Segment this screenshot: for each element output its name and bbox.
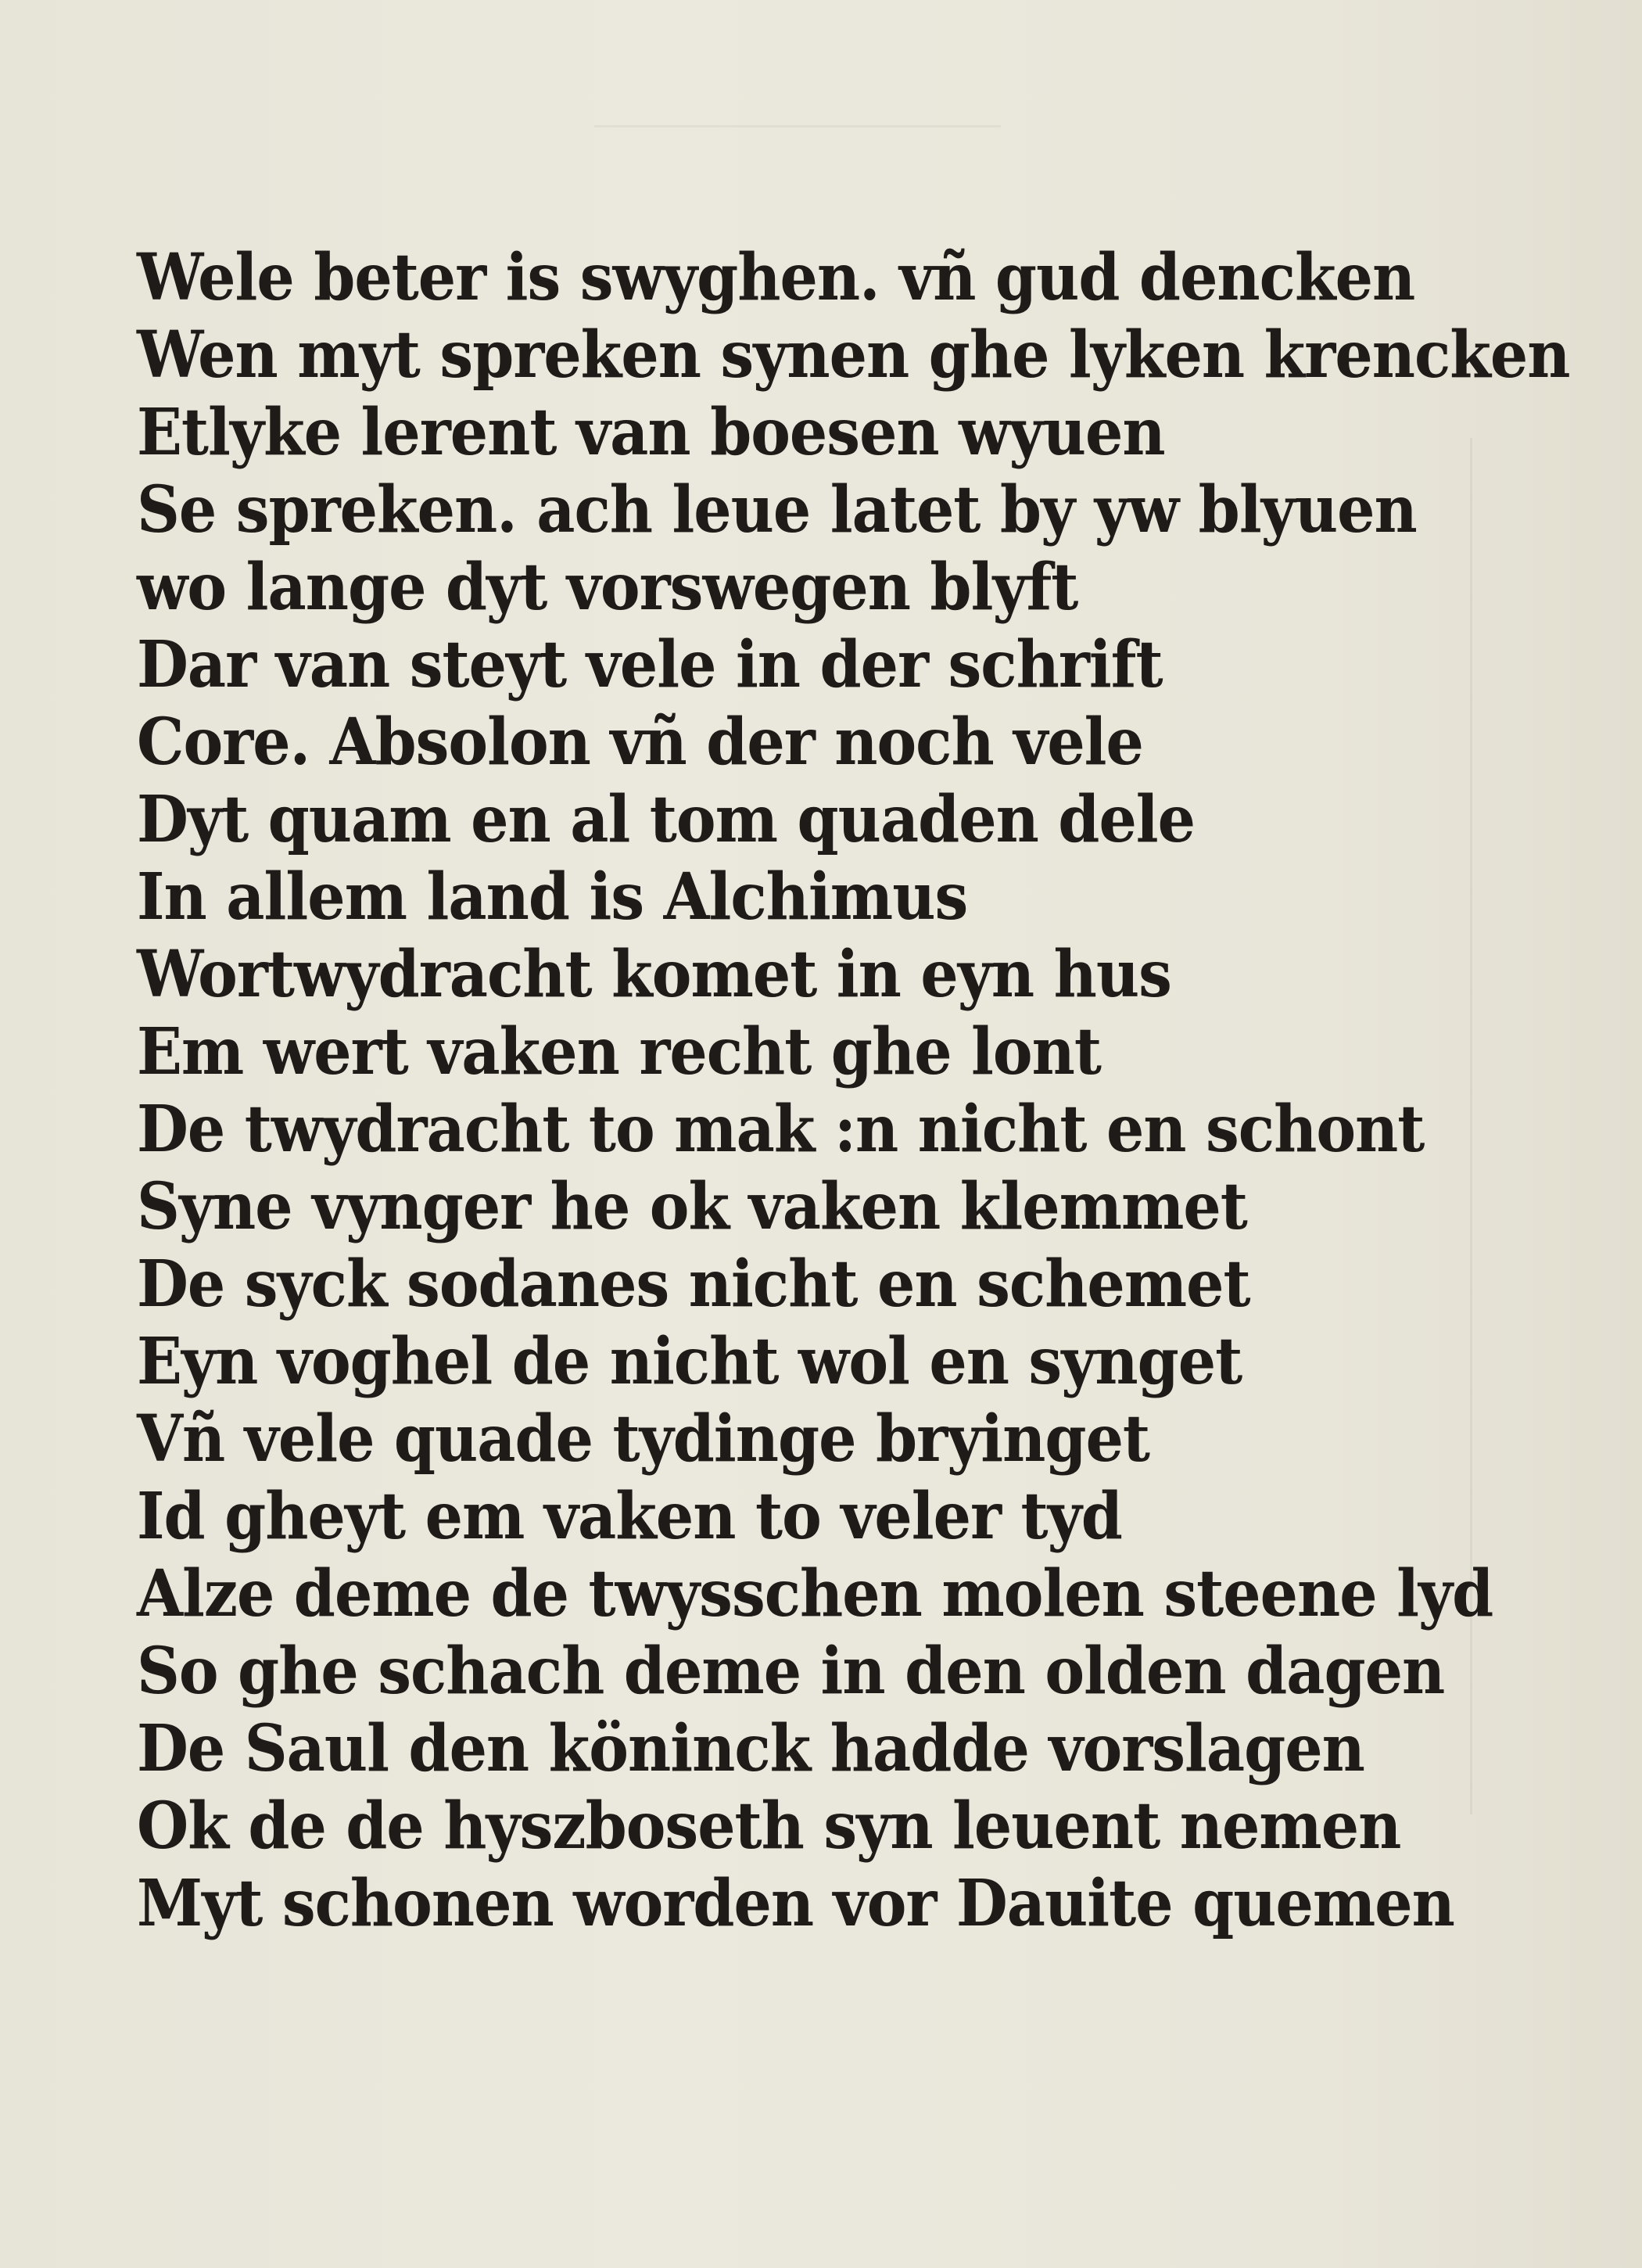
verse-line: De twydracht to mak :n nicht en schont (137, 1091, 1425, 1167)
verse-line: De syck sodanes nicht en schemet (137, 1246, 1250, 1322)
verse-line: Se spreken. ach leue latet by yw blyuen (137, 472, 1417, 547)
verse-line: Vñ vele quade tydinge bryinget (137, 1401, 1150, 1477)
verse-line: So ghe schach deme in den olden dagen (137, 1633, 1445, 1709)
verse-line: wo lange dyt vorswegen blyft (137, 549, 1078, 625)
verse-line: Wen myt spreken synen ghe lyken krencken (137, 317, 1570, 393)
show-through-mark (594, 86, 1001, 127)
verse-line: Eyn voghel de nicht wol en synget (137, 1323, 1242, 1399)
verse-line: Core. Absolon vñ der noch vele (137, 704, 1143, 780)
verse-line: Em wert vaken recht ghe lont (137, 1014, 1101, 1089)
verse-line: Wortwydracht komet in eyn hus (137, 936, 1171, 1012)
poem-text-block (137, 239, 1570, 1942)
verse-line: Syne vynger he ok vaken klemmet (137, 1168, 1247, 1244)
verse-line: Myt schonen worden vor Dauite quemen (137, 1865, 1454, 1941)
verse-line: Dar van steyt vele in der schrift (137, 626, 1163, 702)
verse-line: De Saul den köninck hadde vorslagen (137, 1710, 1364, 1786)
verse-line: In allem land is Alchimus (137, 859, 968, 935)
verse-line: Wele beter is swyghen. vñ gud dencken (137, 239, 1415, 315)
verse-line: Ok de de hyszboseth syn leuent nemen (137, 1788, 1401, 1864)
verse-line: Id gheyt em vaken to veler tyd (137, 1478, 1122, 1554)
verse-line: Dyt quam en al tom quaden dele (137, 781, 1196, 857)
verse-line: Alze deme de twysschen molen steene lyd (137, 1556, 1493, 1631)
verse-line: Etlyke lerent van boesen wyuen (137, 394, 1165, 470)
